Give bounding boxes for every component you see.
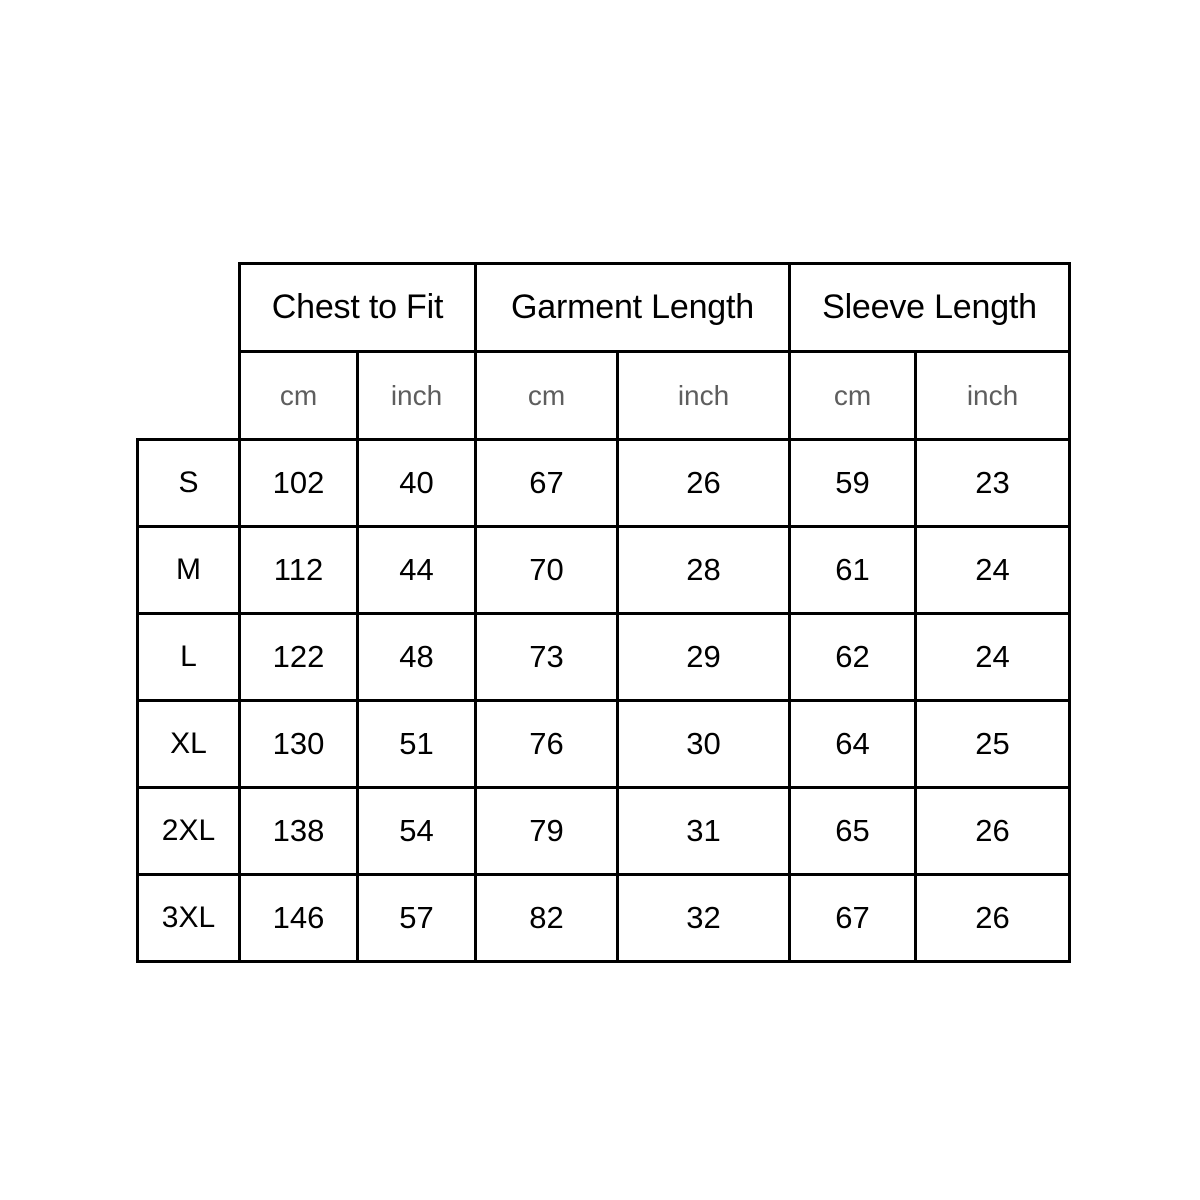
unit-header-row	[138, 352, 1070, 440]
group-header-row	[138, 264, 1070, 352]
size-chart-container	[136, 262, 1068, 938]
cell-chest-inch: 57	[358, 875, 476, 962]
table-header	[138, 264, 1070, 440]
table-row	[138, 527, 1070, 614]
cell-length-cm: 82	[476, 875, 618, 962]
cell-sleeve-inch: 24	[916, 614, 1070, 701]
cell-chest-inch: 48	[358, 614, 476, 701]
cell-sleeve-cm: 59	[790, 440, 916, 527]
group-header-sleeve-length: Sleeve Length	[790, 264, 1070, 352]
table-row	[138, 614, 1070, 701]
cell-length-cm: 79	[476, 788, 618, 875]
cell-sleeve-cm: 65	[790, 788, 916, 875]
cell-sleeve-inch: 23	[916, 440, 1070, 527]
cell-chest-inch: 51	[358, 701, 476, 788]
cell-length-inch: 26	[618, 440, 790, 527]
cell-length-cm: 70	[476, 527, 618, 614]
group-header-chest: Chest to Fit	[240, 264, 476, 352]
cell-sleeve-cm: 62	[790, 614, 916, 701]
cell-sleeve-cm: 61	[790, 527, 916, 614]
unit-header-length-cm: cm	[476, 352, 618, 440]
cell-sleeve-cm: 67	[790, 875, 916, 962]
cell-chest-cm: 112	[240, 527, 358, 614]
cell-length-cm: 73	[476, 614, 618, 701]
cell-length-cm: 76	[476, 701, 618, 788]
table-row	[138, 788, 1070, 875]
cell-chest-inch: 40	[358, 440, 476, 527]
cell-length-inch: 30	[618, 701, 790, 788]
cell-chest-cm: 146	[240, 875, 358, 962]
row-size-label: XL	[138, 701, 240, 788]
row-size-label: M	[138, 527, 240, 614]
cell-chest-cm: 130	[240, 701, 358, 788]
cell-length-inch: 32	[618, 875, 790, 962]
cell-chest-inch: 44	[358, 527, 476, 614]
cell-chest-cm: 102	[240, 440, 358, 527]
unit-header-sleeve-cm: cm	[790, 352, 916, 440]
row-size-label: 2XL	[138, 788, 240, 875]
row-size-label: L	[138, 614, 240, 701]
cell-sleeve-inch: 25	[916, 701, 1070, 788]
cell-sleeve-inch: 24	[916, 527, 1070, 614]
unit-header-chest-inch: inch	[358, 352, 476, 440]
cell-length-cm: 67	[476, 440, 618, 527]
cell-chest-cm: 122	[240, 614, 358, 701]
corner-blank-cell	[138, 264, 240, 440]
cell-chest-inch: 54	[358, 788, 476, 875]
unit-header-length-inch: inch	[618, 352, 790, 440]
unit-header-sleeve-inch: inch	[916, 352, 1070, 440]
table-row	[138, 875, 1070, 962]
table-row	[138, 701, 1070, 788]
cell-length-inch: 29	[618, 614, 790, 701]
cell-sleeve-inch: 26	[916, 788, 1070, 875]
group-header-garment-length: Garment Length	[476, 264, 790, 352]
cell-length-inch: 31	[618, 788, 790, 875]
size-chart-table	[136, 262, 1071, 963]
row-size-label: 3XL	[138, 875, 240, 962]
cell-sleeve-inch: 26	[916, 875, 1070, 962]
unit-header-chest-cm: cm	[240, 352, 358, 440]
table-row	[138, 440, 1070, 527]
table-body	[138, 440, 1070, 962]
cell-length-inch: 28	[618, 527, 790, 614]
cell-sleeve-cm: 64	[790, 701, 916, 788]
row-size-label: S	[138, 440, 240, 527]
cell-chest-cm: 138	[240, 788, 358, 875]
